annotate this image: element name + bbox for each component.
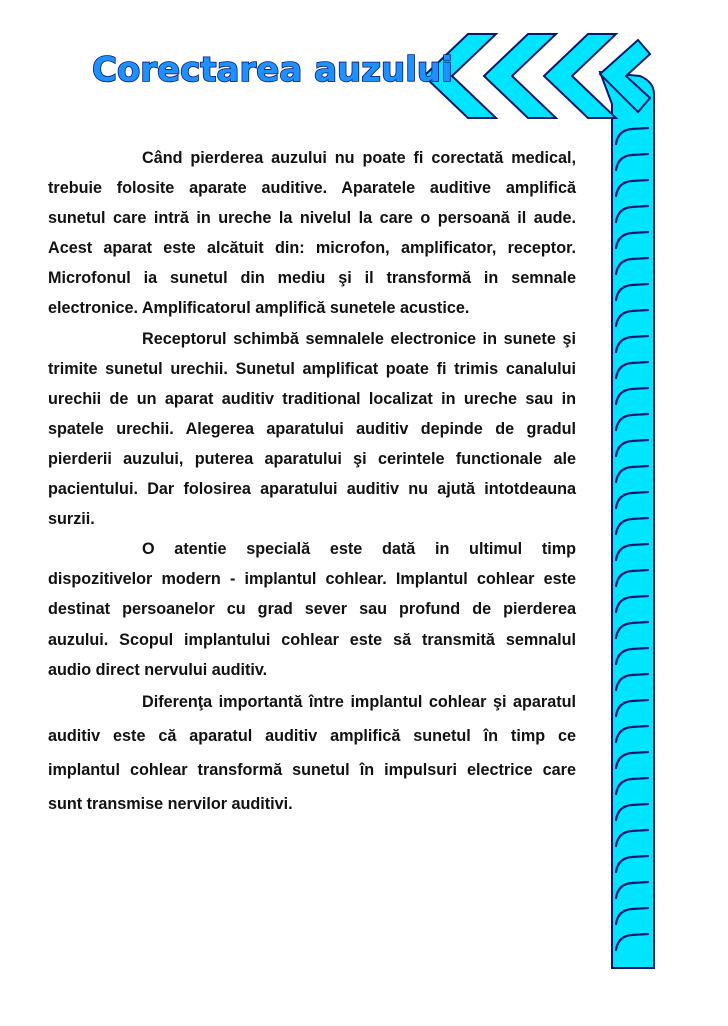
paragraph-2: Receptorul schimbă semnalele electronice in sunete şi trimite sunetul urechii. Sunetul amplificat poate fi trimis canalului urechii de un aparat auditiv traditional localizat in ureche sau in spatele urechii. Alegerea aparatului auditiv depinde de gradul pierderii auzului, puterea aparatului şi cerintele functionale ale pacientului. Dar folosirea aparatului auditiv nu ajută intotdeauna surzii.: [48, 329, 576, 529]
body-text: [48, 143, 576, 821]
paragraph-1: Când pierderea auzului nu poate fi corectată medical, trebuie folosite aparate auditive. Aparatele auditive amplifică sunetul care intră in ureche la nivelul la care o persoană il aude. Acest aparat este alcătuit din: microfon, amplificator, receptor. Microfonul ia sunetul din mediu şi il transformă in semnale electronice. Amplificatorul amplifică sunetele acustice.: [48, 149, 576, 318]
paragraph-3: O atentie specială este dată in ultimul timp dispozitivelor modern - implantul cohlear. Implantul cohlear este destinat persoanelor cu grad sever sau profund de pierderea auzului. Scopul implantului cohlear este să transmită semnalul audio direct nervului auditiv.: [48, 540, 576, 679]
page-title: Corectarea auzului: [92, 50, 453, 90]
paragraph-4: Diferenţa importantă între implantul cohlear şi aparatul auditiv este că aparatul auditiv amplifică sunetul în timp ce implantul cohlear transformă sunetul în impulsuri electrice care sunt transmise nervilor auditivi.: [48, 692, 576, 813]
